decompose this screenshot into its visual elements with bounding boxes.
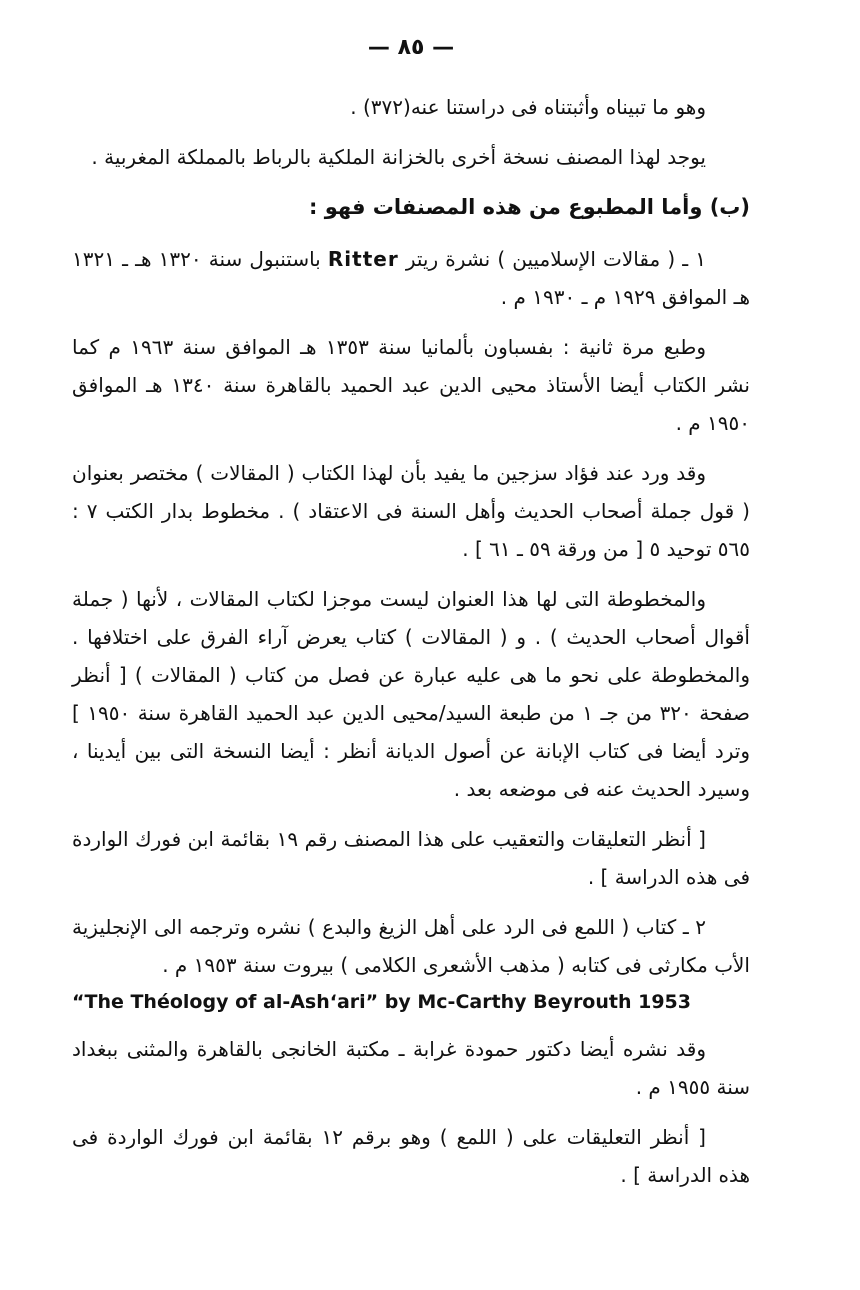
item-1-text-b: باستنبول سنة ١٣٢٠ هـ ـ ١٣٢١ هـ الموافق ١٩٢٩ م ـ ١٩٣٠ م . [72,247,750,309]
paragraph-note-19: [ أنظر التعليقات والتعقيب على هذا المصنف رقم ١٩ بقائمة ابن فورك الواردة فى هذه الدراسة ] . [72,827,750,889]
latin-citation: “The Théology of al-Ash‘ari” by Mc-Carthy Beyrouth 1953 [72,991,691,1013]
paragraph-2: يوجد لهذا المصنف نسخة أخرى بالخزانة الملكية بالرباط بالمملكة المغربية . [91,145,706,169]
page-number: — ٨٥ — [367,35,455,60]
paragraph-item-2: ٢ ـ كتاب ( اللمع فى الرد على أهل الزيغ والبدع ) نشره وترجمه الى الإنجليزية الأب مكارثى فى كتابه ( مذهب الأشعرى الكلامى ) بيروت سنة ١٩٥٣ م . [72,915,750,977]
paragraph-item-1 [72,240,750,316]
paragraph-1: وهو ما تبيناه وأثبتناه فى دراستنا عنه(٣٧٢) . [350,95,706,119]
document-page [72,28,750,1206]
item-1-latin-name: Ritter [327,247,399,271]
section-heading: (ب) وأما المطبوع من هذه المصنفات فهو : [308,195,750,219]
item-1-text-a: ١ ـ ( مقالات الإسلاميين ) نشرة ريتر [405,247,707,271]
paragraph-note-12: [ أنظر التعليقات على ( اللمع ) وهو برقم ١٢ بقائمة ابن فورك الواردة فى هذه الدراسة ] . [72,1125,750,1187]
paragraph-ghoraba: وقد نشره أيضا دكتور حمودة غرابة ـ مكتبة الخانجى بالقاهرة والمثنى ببغداد سنة ١٩٥٥ م . [72,1037,750,1099]
paragraph-reprint: وطبع مرة ثانية : بفسباون بألمانيا سنة ١٣٥٣ هـ الموافق سنة ١٩٦٣ م كما نشر الكتاب أيضا الأستاذ محيى الدين عبد الحميد بالقاهرة سنة ١٣٤٠ هـ الموافق ١٩٥٠ م . [72,335,750,435]
paragraph-sezgin: وقد ورد عند فؤاد سزجين ما يفيد بأن لهذا الكتاب ( المقالات ) مختصر بعنوان ( قول جملة أصحاب الحديث وأهل السنة فى الاعتقاد ) . مخطوط بدار الكتب ٧ : ٥٦٥ توحيد ٥ [ من ورقة ٥٩ ـ ٦١ ] . [72,461,750,561]
paragraph-manuscript: والمخطوطة التى لها هذا العنوان ليست موجزا لكتاب المقالات ، لأنها ( جملة أقوال أصحاب الحديث ) . و ( المقالات ) كتاب يعرض آراء الفرق على اختلافها . والمخطوطة على نحو ما هى عليه عبارة عن فصل من كتاب ( المقالات ) [ أنظر صفحة ٣٢٠ من جـ ١ من طبعة السيد/محيى الدين عبد الحميد القاهرة سنة ١٩٥٠ ] وترد أيضا فى كتاب الإبانة عن أصول الديانة أنظر : أيضا النسخة التى بين أيدينا ، وسيرد الحديث عنه فى موضعه بعد . [72,587,750,801]
